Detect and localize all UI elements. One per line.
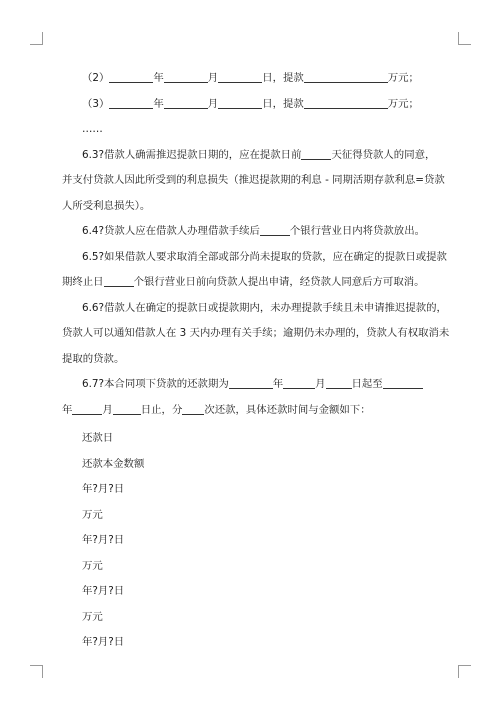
text: 万元；: [387, 72, 419, 84]
repay-label-amount: 还款本金数额: [82, 457, 145, 470]
blank-field: [260, 222, 290, 236]
ellipsis: ……: [82, 123, 103, 135]
repay-date: 年?月?日: [82, 483, 125, 495]
para-6-4: [62, 219, 440, 245]
blank-field: [383, 375, 423, 389]
text: 日，提款: [262, 97, 304, 110]
text: 6.7?本合同项下贷款的还款期为: [82, 378, 229, 390]
para-6-3-line-1: [62, 143, 440, 169]
blank-field: [304, 69, 388, 83]
blank-field: [304, 95, 388, 109]
crop-mark-top-left: [30, 32, 43, 45]
crop-mark-bottom-left: [30, 665, 43, 678]
crop-mark-top-right: [458, 32, 471, 45]
repay-amount: 万元: [82, 559, 103, 572]
clause-3-line: [62, 92, 440, 118]
repay-date: 年?月?日: [82, 534, 125, 546]
blank-field: [164, 95, 208, 109]
blank-field: [104, 273, 134, 287]
blank-field: [113, 401, 141, 415]
para-6-7-line-2: [62, 398, 440, 424]
para-6-6-line-2: 贷款人可以通知借款人在 3 天内办理有关手续；逾期仍未办理的，贷款人有权取消未: [62, 327, 450, 339]
blank-field: [283, 375, 315, 389]
text: 6.4?贷款人应在借款人办理借款手续后: [82, 225, 260, 237]
text: 个银行营业日前向贷款人提出申请，经贷款人同意后方可取消。: [133, 276, 425, 288]
text: 年: [153, 97, 164, 110]
para-6-3-line-3: 人所受利息损失）。: [62, 199, 151, 212]
text: 年: [62, 403, 73, 416]
blank-field: [218, 69, 262, 83]
blank-field: [326, 375, 352, 389]
repay-date: 年?月?日: [82, 585, 125, 597]
clause-2-line: [62, 66, 440, 92]
para-6-6-line-3: 提取的贷款。: [62, 352, 125, 365]
text: 万元；: [387, 97, 419, 110]
text: 个银行营业日内将贷款放出。: [289, 225, 425, 237]
text: 6.3?借款人确需推迟提款日期的，应在提款日前: [82, 148, 302, 161]
text: 年: [153, 72, 164, 84]
para-6-3-line-2: 并支付贷款人因此所受到的利息损失（推迟提款期的利息 - 同期活期存款利息=贷款: [62, 174, 445, 186]
para-6-5-line-1: 6.5?如果借款人要求取消全部或部分尚未提取的贷款，应在确定的提款日或提款: [82, 250, 447, 263]
crop-mark-bottom-right: [458, 665, 471, 678]
text: 期终止日: [62, 276, 104, 288]
blank-field: [229, 375, 273, 389]
blank-field: [218, 95, 262, 109]
repay-date: 年?月?日: [82, 636, 125, 648]
repay-amount: 万元: [82, 610, 103, 623]
blank-field: [182, 401, 204, 415]
clause-number: （3）: [82, 97, 110, 110]
document-body: [62, 66, 450, 656]
text: 月: [102, 403, 113, 416]
text: 天征得贷款人的同意，: [331, 148, 436, 161]
para-6-7-line-1: [62, 372, 440, 398]
blank-field: [164, 69, 208, 83]
para-6-5-line-2: [62, 270, 440, 296]
para-6-6-line-1: 6.6?借款人在确定的提款日或提款期内，未办理提款手续且未申请推迟提款的，: [82, 301, 447, 314]
clause-number: （2）: [82, 72, 110, 84]
blank-field: [72, 401, 102, 415]
repay-label-date: 还款日: [82, 432, 114, 444]
text: 月: [207, 72, 219, 84]
text: 年: [272, 378, 284, 390]
text: 日止，分: [140, 403, 183, 416]
text: 次还款，具体还款时间与金额如下：: [204, 403, 371, 416]
blank-field: [301, 146, 331, 160]
text: 日，提款: [262, 72, 304, 84]
blank-field: [109, 95, 153, 109]
text: 日起至: [351, 378, 383, 390]
repay-amount: 万元: [82, 508, 103, 521]
text: 月: [315, 378, 326, 390]
text: 月: [207, 97, 219, 110]
blank-field: [109, 69, 153, 83]
